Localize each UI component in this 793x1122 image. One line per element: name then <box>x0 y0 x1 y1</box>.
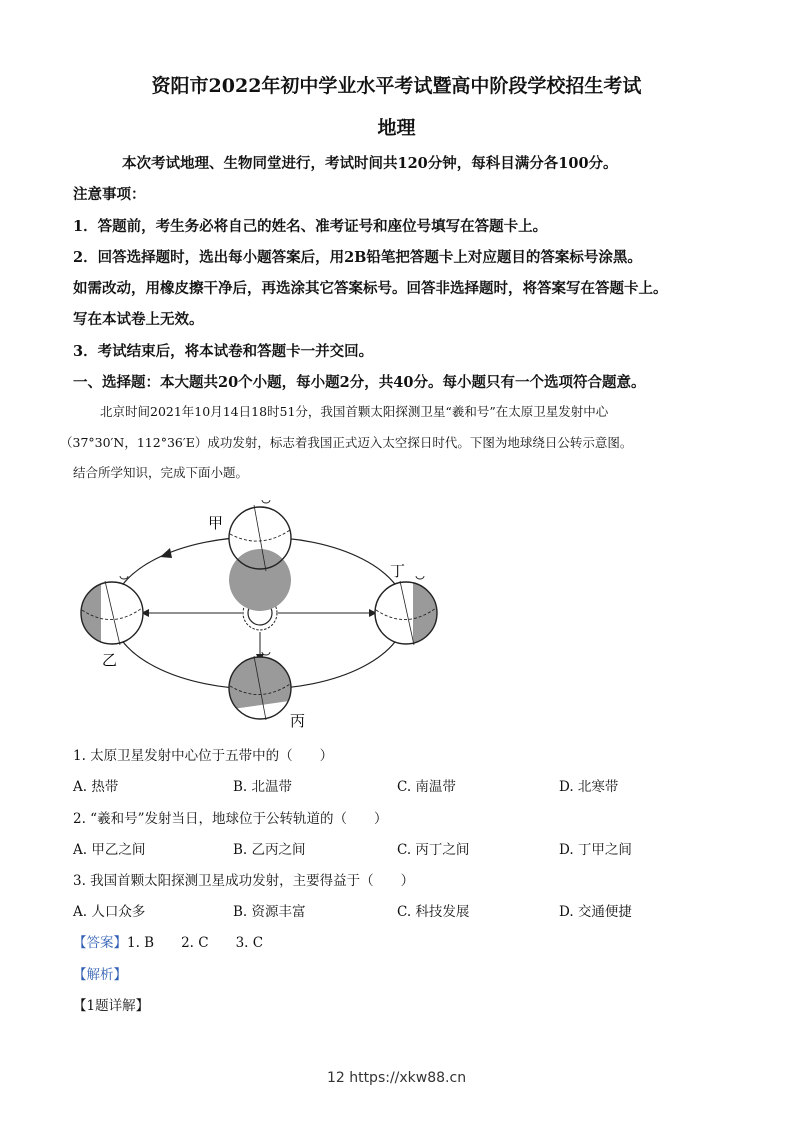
answer-label: 【答案】 <box>73 935 127 951</box>
label-yi: 乙 <box>102 651 118 669</box>
question-3-stem: 3. 我国首颗太阳探测卫星成功发射，主要得益于（ ） <box>73 873 415 889</box>
notice-item-2-cont: 如需改动，用橡皮擦干净后，再选涂其它答案标号。回答非选择题时，将答案写在答题卡上。 <box>73 280 668 297</box>
section-heading: 一、选择题：本大题共20个小题，每小题2分，共40分。每小题只有一个选项符合题意。 <box>73 374 646 391</box>
notice-item-2: 2．回答选择题时，选出每小题答案后，用2B铅笔把答题卡上对应题目的答案标号涂黑。 <box>73 249 642 266</box>
question-2-option-b: B. 乙丙之间 <box>233 842 306 858</box>
question-2-stem: 2. “羲和号”发射当日，地球位于公转轨道的（ ） <box>73 811 388 827</box>
earth-bing <box>229 652 296 729</box>
question-1-option-d: D. 北寒带 <box>559 779 619 795</box>
answer-text: 1. B 2. C 3. C <box>127 935 264 951</box>
earth-ding <box>375 576 443 645</box>
question-1-option-b: B. 北温带 <box>233 779 293 795</box>
question-1-option-a: A. 热带 <box>73 779 119 795</box>
subject-title: 地理 <box>377 117 416 139</box>
question-2-option-d: D. 丁甲之间 <box>559 842 632 858</box>
notice-item-1: 1．答题前，考生务必将自己的姓名、准考证号和座位号填写在答题卡上。 <box>73 218 548 235</box>
passage-line-2: （37°30′N，112°36′E）成功发射，标志着我国正式迈入太空探日时代。下图为地球绕日公转示意图。 <box>60 435 633 450</box>
answer-line <box>73 931 263 951</box>
label-ding: 丁 <box>390 562 406 580</box>
notice-heading: 注意事项： <box>73 186 146 203</box>
earth-jia <box>224 500 296 616</box>
exam-intro: 本次考试地理、生物同堂进行，考试时间共120分钟，每科目满分各100分。 <box>122 155 618 172</box>
label-bing: 丙 <box>290 712 306 730</box>
question-1-option-c: C. 南温带 <box>397 779 456 795</box>
detail-label: 【1题详解】 <box>73 998 150 1014</box>
orbit-direction-arrow <box>160 548 172 558</box>
question-3-option-c: C. 科技发展 <box>397 904 470 920</box>
question-1-stem: 1. 太原卫星发射中心位于五带中的（ ） <box>73 748 334 764</box>
notice-item-3: 3．考试结束后，将本试卷和答题卡一并交回。 <box>73 343 374 360</box>
orbit-diagram <box>70 490 460 740</box>
passage-line-3: 结合所学知识，完成下面小题。 <box>73 465 249 480</box>
question-3-option-d: D. 交通便捷 <box>559 904 632 920</box>
page-footer: 12 https://xkw88.cn <box>326 1070 467 1086</box>
question-2-option-a: A. 甲乙之间 <box>73 842 146 858</box>
question-2-option-c: C. 丙丁之间 <box>397 842 470 858</box>
notice-item-2-end: 写在本试卷上无效。 <box>73 311 204 328</box>
page-title: 资阳市2022年初中学业水平考试暨高中阶段学校招生考试 <box>151 75 642 97</box>
passage-line-1: 北京时间2021年10月14日18时51分，我国首颗太阳探测卫星“羲和号”在太原卫星发射中心 <box>100 404 609 419</box>
label-jia: 甲 <box>208 514 224 532</box>
analysis-label: 【解析】 <box>73 967 127 983</box>
earth-yi <box>81 576 143 645</box>
question-3-option-a: A. 人口众多 <box>73 904 146 920</box>
question-3-option-b: B. 资源丰富 <box>233 904 306 920</box>
